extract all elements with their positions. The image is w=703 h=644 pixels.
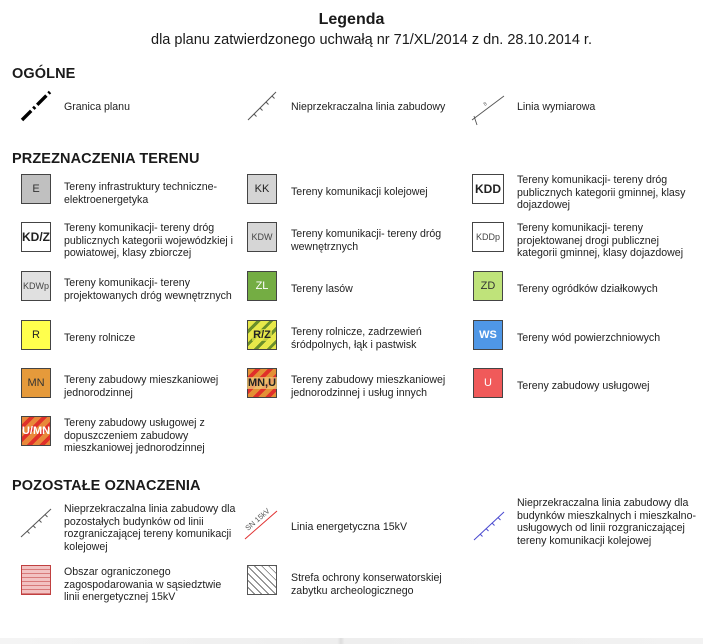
building-line-symbol [246, 90, 278, 122]
label-ZL: Tereny lasów [291, 283, 353, 295]
svg-text:8: 8 [482, 101, 489, 108]
dimension-line-symbol [471, 92, 505, 126]
building-line-other-symbol [19, 505, 53, 539]
label-MN: Tereny zabudowy mieszkaniowej jednorodzinnej [64, 374, 219, 399]
label-KDD: Tereny komunikacji- tereny dróg publicznych kategorii gminnej, klasy dojazdowej [517, 174, 686, 212]
symbol-WS: WS [473, 320, 503, 350]
symbol-KDDp: KDDp [472, 222, 504, 252]
archaeology-zone-label: Strefa ochrony konserwatorskiej zabytku archeologicznego [291, 572, 442, 597]
building-line-other-label: Nieprzekraczalna linia zabudowy dla pozostałych budynków od linii rozgraniczającej tereny komunikacji kolejowej [64, 503, 236, 553]
symbol-ZD: ZD [473, 271, 503, 301]
label-RZ: Tereny rolnicze, zadrzewień śródpolnych, łąk i pastwisk [291, 326, 422, 351]
symbol-R: R [21, 320, 51, 350]
plan-boundary-symbol [20, 90, 52, 122]
building-line-label: Nieprzekraczalna linia zabudowy [291, 101, 446, 113]
power-line-tag: SN 15kV [243, 506, 272, 533]
section-other-heading: POZOSTAŁE OZNACZENIA [12, 478, 201, 494]
symbol-MN: MN [21, 368, 51, 398]
label-WS: Tereny wód powierzchniowych [517, 332, 661, 344]
symbol-E: E [21, 174, 51, 204]
label-R: Tereny rolnicze [64, 332, 136, 344]
symbol-MNU: MN,U [247, 368, 277, 398]
symbol-ZL: ZL [247, 271, 277, 301]
legend-subtitle: dla planu zatwierdzonego uchwałą nr 71/XL/2014 z dn. 28.10.2014 r. [151, 32, 592, 48]
label-KDW: Tereny komunikacji- tereny dróg wewnętrznych [291, 228, 442, 253]
archaeology-zone-symbol [247, 565, 277, 595]
label-U: Tereny zabudowy usługowej [517, 380, 650, 392]
symbol-UMN: U/MN [21, 416, 51, 446]
symbol-KDWp: KDWp [21, 271, 51, 301]
label-E: Tereny infrastruktury techniczne-elektroenergetyka [64, 181, 218, 206]
label-KK: Tereny komunikacji kolejowej [291, 186, 428, 198]
label-ZD: Tereny ogródków działkowych [517, 283, 658, 295]
symbol-RZ: R/Z [247, 320, 277, 350]
restricted-zone-symbol [21, 565, 51, 595]
symbol-KK: KK [247, 174, 277, 204]
restricted-zone-label: Obszar ograniczonego zagospodarowania w sąsiedztwie linii energetycznej 15kV [64, 566, 222, 604]
label-UMN: Tereny zabudowy usługowej z dopuszczeniem zabudowy mieszkaniowej jednorodzinnej [64, 417, 205, 455]
label-KDDp: Tereny komunikacji- tereny projektowanej drogi publicznej kategorii gminnej, klasy dojazdowej [517, 222, 684, 260]
label-KDZ: Tereny komunikacji- tereny dróg publicznych kategorii wojewódzkiej i powiatowej, klasy zbiorczej [64, 222, 233, 260]
building-line-residential-symbol [472, 508, 506, 542]
power-line-symbol [244, 505, 278, 541]
label-MNU: Tereny zabudowy mieszkaniowej jednorodzinnej i usług innych [291, 374, 446, 399]
bottom-scroll-strip [0, 638, 703, 644]
symbol-KDZ: KD/Z [21, 222, 51, 252]
label-KDWp: Tereny komunikacji- tereny projektowanych dróg wewnętrznych [64, 277, 232, 302]
section-land-use-heading: PRZEZNACZENIA TERENU [12, 151, 200, 167]
symbol-KDW: KDW [247, 222, 277, 252]
symbol-KDD: KDD [472, 174, 504, 204]
plan-boundary-label: Granica planu [64, 101, 130, 113]
dimension-line-label: Linia wymiarowa [517, 101, 596, 113]
legend-title: Legenda [318, 11, 385, 28]
section-general-heading: OGÓLNE [12, 66, 76, 82]
symbol-U: U [473, 368, 503, 398]
building-line-residential-label: Nieprzekraczalna linia zabudowy dla budynków mieszkalnych i mieszkalno-usługowych od linii rozgraniczającej tereny komunikacji kolejowej [517, 497, 696, 547]
power-line-label: Linia energetyczna 15kV [291, 521, 408, 533]
